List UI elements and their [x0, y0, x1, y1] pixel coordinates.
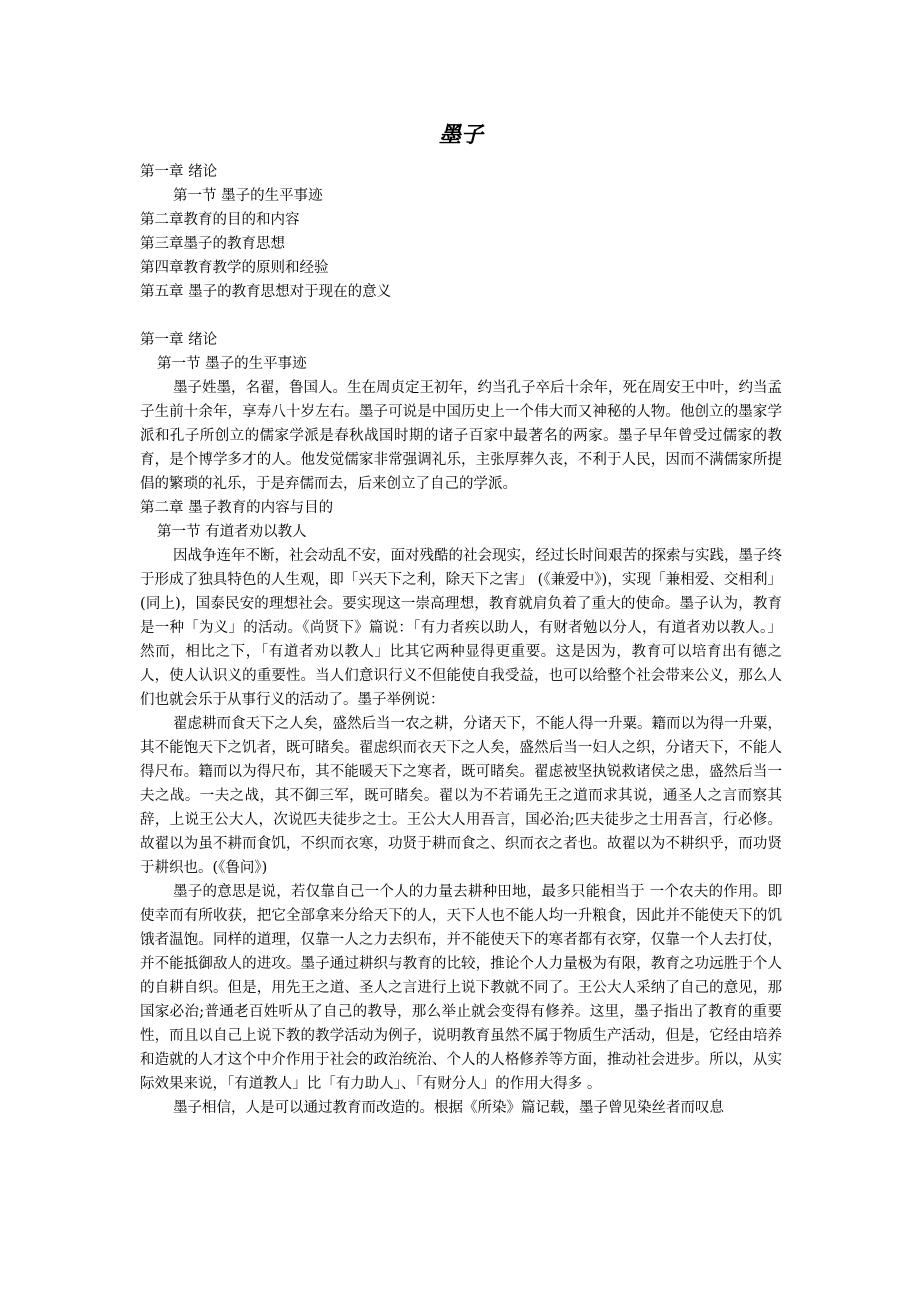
- body-paragraph: 因战争连年不断，社会动乱不安，面对残酷的社会现实，经过长时间艰苦的探索与实践，墨子终于形成了独具特色的人生观，即「兴天下之利，除天下之害」 (《兼爱中》)，实现「兼相爱、交相利」(同上)，国泰民安的理想社会。要实现这一崇高理想，教育就肩负着了重大的使命。墨子认为，教育是一种「为义」的活动。《尚贤下》篇说：「有力者疾以助人，有财者勉以分人，有道者劝以教人。」然而，相比之下，「有道者劝以教人」比其它两种显得更重要。这是因为，教育可以培育出有德之人，使人认识义的重要性。当人们意识行义不但能使自我受益，也可以给整个社会带来公义，那么人们也就会乐于从事行义的活动了。墨子举例说：: [140, 548, 782, 708]
- section-heading: 第一节 有道者劝以教人: [157, 524, 307, 540]
- document-title: 墨子: [438, 122, 483, 148]
- toc-item: 第四章教育教学的原则和经验: [140, 260, 329, 276]
- toc-item: 第一节 墨子的生平事迹: [173, 188, 323, 204]
- toc-item: 第一章 绪论: [140, 164, 218, 180]
- toc-item: 第五章 墨子的教育思想对于现在的意义: [140, 284, 392, 300]
- table-of-contents: [140, 160, 782, 304]
- quotation-paragraph: 翟虑耕而食天下之人矣，盛然后当一农之耕，分诸天下，不能人得一升粟。籍而以为得一升粟，其不能饱天下之饥者，既可睹矣。翟虑织而衣天下之人矣，盛然后当一妇人之织，分诸天下，不能人得尺布。籍而以为得尺布，其不能暖天下之寒者，既可睹矣。翟虑被坚执锐救诸侯之患，盛然后当一夫之战。一夫之战，其不御三军，既可睹矣。翟以为不若诵先王之道而求其说，通圣人之言而察其辞，上说王公大人，次说匹夫徒步之士。王公大人用吾言，国必治;匹夫徒步之士用吾言，行必修。故翟以为虽不耕而食饥，不织而衣寒，功贤于耕而食之、织而衣之者也。故翟以为不耕织乎，而功贤于耕织也。(《鲁问》): [140, 716, 782, 876]
- toc-item: 第二章教育的目的和内容: [140, 212, 300, 228]
- body-paragraph: 墨子相信，人是可以通过教育而改造的。根据《所染》篇记载，墨子曾见染丝者而叹息: [173, 1100, 724, 1116]
- chapter-heading: 第一章 绪论: [140, 332, 218, 348]
- chapter-1: [140, 328, 782, 496]
- section-heading: 第一节 墨子的生平事迹: [157, 356, 307, 372]
- blank-line: [140, 304, 782, 328]
- chapter-heading: 第二章 墨子教育的内容与目的: [140, 500, 334, 516]
- toc-item: 第三章墨子的教育思想: [140, 236, 285, 252]
- chapter-2: [140, 496, 782, 1120]
- document-page: [140, 120, 782, 1120]
- body-paragraph: 墨子姓墨，名翟，鲁国人。生在周贞定王初年，约当孔子卒后十余年，死在周安王中叶，约当孟子生前十余年，享寿八十岁左右。墨子可说是中国历史上一个伟大而又神秘的人物。他创立的墨家学派和孔子所创立的儒家学派是春秋战国时期的诸子百家中最著名的两家。墨子早年曾受过儒家的教育，是个博学多才的人。他发觉儒家非常强调礼乐，主张厚葬久丧，不利于人民，因而不满儒家所提倡的繁琐的礼乐，于是弃儒而去，后来创立了自己的学派。: [140, 380, 782, 492]
- body-paragraph: 墨子的意思是说，若仅靠自己一个人的力量去耕种田地，最多只能相当于 一个农夫的作用。即使幸而有所收获，把它全部拿来分给天下的人，天下人也不能人均一升粮食，因此并不能使天下的饥饿者温饱。同样的道理，仅靠一人之力去织布，并不能使天下的寒者都有衣穿，仅靠一个人去打仗，并不能抵御敌人的进攻。墨子通过耕织与教育的比较，推论个人力量极为有限，教育之功远胜于个人的自耕自织。但是，用先王之道、圣人之言进行上说下教就不同了。王公大人采纳了自己的意见，那国家必治;普通老百姓听从了自己的教导，那么举止就会变得有修养。这里，墨子指出了教育的重要性，而且以自己上说下教的教学活动为例子，说明教育虽然不属于物质生产活动，但是，它经由培养和造就的人才这个中介作用于社会的政治统治、个人的人格修养等方面，推动社会进步。所以，从实际效果来说，「有道教人」比「有力助人」、「有财分人」的作用大得多 。: [140, 884, 782, 1092]
